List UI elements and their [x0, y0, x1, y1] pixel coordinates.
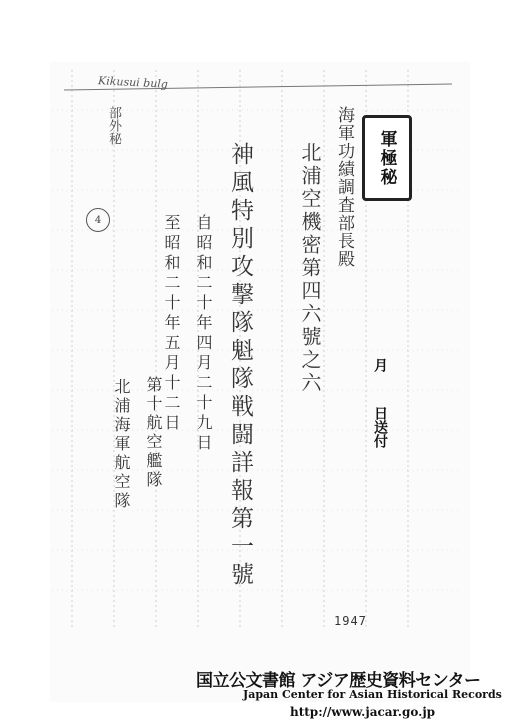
archive-url: http://www.jacar.go.jp — [290, 705, 436, 719]
margin-note: 部外秘 — [106, 106, 121, 145]
circled-number: 4 — [86, 208, 110, 232]
unit-air-group: 北浦海軍航空隊 — [112, 378, 131, 511]
archive-name-japanese: 国立公文書館 アジア歴史資料センター — [196, 671, 481, 691]
classification-stamp: 軍極秘 — [362, 115, 412, 201]
reference-number: 北浦空機密第四六號之六 — [298, 142, 322, 395]
archive-name-english: Japan Center for Asian Historical Records — [243, 688, 502, 701]
addressee-line: 海軍功績調査部長殿 — [334, 106, 354, 268]
page-number: 1947 — [334, 614, 367, 628]
unit-fleet: 第十航空艦隊 — [144, 376, 163, 490]
sent-day-label: 日送付 — [372, 406, 388, 448]
sent-month-label: 月 — [372, 358, 388, 372]
pencil-note: Kikusui bulg — [97, 74, 169, 91]
date-from: 自昭和二十年四月二十九日 — [194, 214, 213, 454]
report-title: 神風特別攻撃隊魁隊戦闘詳報第一號 — [227, 142, 253, 590]
date-to: 至昭和二十年五月十二日 — [162, 214, 181, 434]
